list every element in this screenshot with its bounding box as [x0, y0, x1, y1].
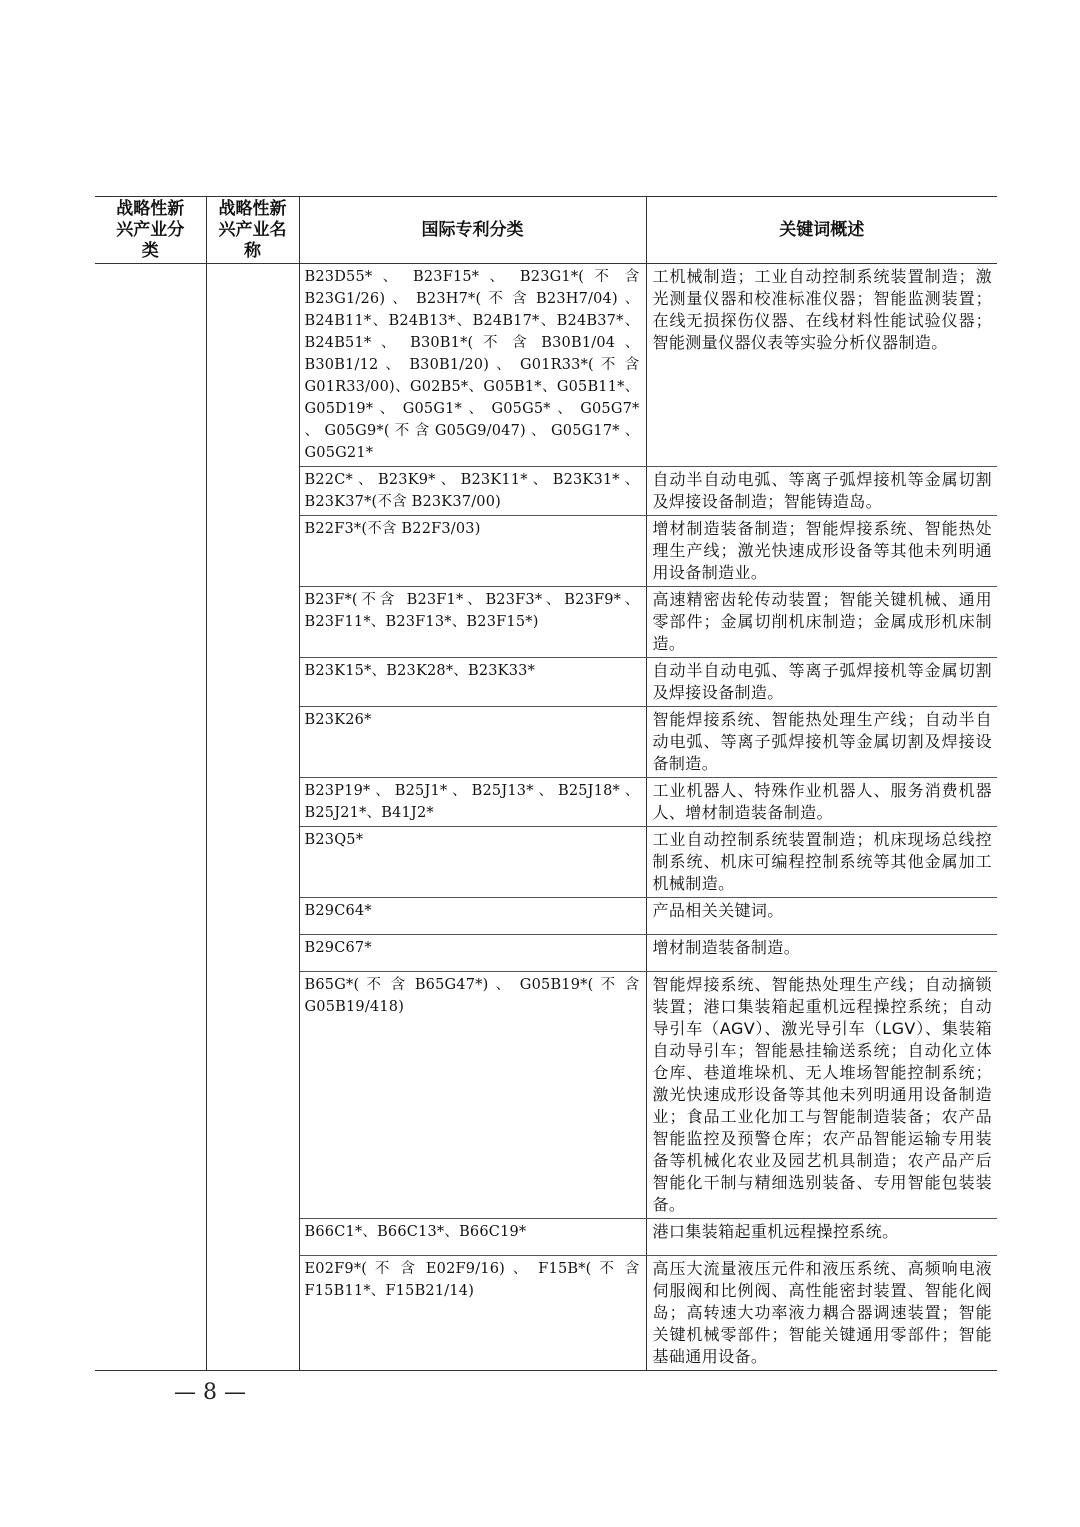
- ipc-cell: B23F*(不含 B23F1*、B23F3*、B23F9*、B23F11*、B23F13*、B23F15*): [299, 587, 646, 658]
- keywords-cell: 工业机器人、特殊作业机器人、服务消费机器人、增材制造装备制造。: [646, 778, 997, 827]
- header-industry-category: 战略性新兴产业分类: [95, 197, 206, 264]
- industry-name-cell: [206, 264, 299, 1371]
- header-ipc: 国际专利分类: [299, 197, 646, 264]
- ipc-cell: B23K15*、B23K28*、B23K33*: [299, 658, 646, 707]
- page-number: — 8 —: [174, 1380, 246, 1405]
- industry-category-cell: [95, 264, 206, 1371]
- ipc-cell: B23K26*: [299, 707, 646, 778]
- keywords-cell: 增材制造装备制造；智能焊接系统、智能热处理生产线；激光快速成形设备等其他未列明通用设备制造业。: [646, 516, 997, 587]
- header-keywords: 关键词概述: [646, 197, 997, 264]
- keywords-cell: 工机械制造；工业自动控制系统装置制造；激光测量仪器和校准标准仪器；智能监测装置；在线无损探伤仪器、在线材料性能试验仪器；智能测量仪器仪表等实验分析仪器制造。: [646, 264, 997, 467]
- keywords-cell: 智能焊接系统、智能热处理生产线；自动半自动电弧、等离子弧焊接机等金属切割及焊接设备制造。: [646, 707, 997, 778]
- keywords-cell: 增材制造装备制造。: [646, 935, 997, 972]
- ipc-cell: E02F9*( 不 含 E02F9/16) 、 F15B*( 不 含 F15B11*、F15B21/14): [299, 1256, 646, 1371]
- keywords-cell: 高压大流量液压元件和液压系统、高频响电液伺服阀和比例阀、高性能密封装置、智能化阀岛；高转速大功率液力耦合器调速装置；智能关键机械零部件；智能关键通用零部件；智能基础通用设备。: [652, 1259, 992, 1366]
- keywords-cell: 港口集装箱起重机远程操控系统。: [646, 1219, 997, 1256]
- keywords-cell: 自动半自动电弧、等离子弧焊接机等金属切割及焊接设备制造；智能铸造岛。: [646, 467, 997, 516]
- ipc-cell: B65G*( 不 含 B65G47*) 、 G05B19*( 不 含 G05B19/418): [299, 972, 646, 1219]
- keywords-cell: 智能焊接系统、智能热处理生产线；自动摘锁装置；港口集装箱起重机远程操控系统；自动导引车（AGV）、激光导引车（LGV）、集装箱自动导引车；智能悬挂输送系统；自动化立体仓库、巷道堆垛机、无人堆场智能控制系统；激光快速成形设备等其他未列明通用设备制造业；食品工业化加工与智能制造装备；农产品智能监控及预警仓库；农产品智能运输专用装备等机械化农业及园艺机具制造；农产品产后智能化干制与精细选别装备、专用智能包装装备。: [646, 972, 997, 1219]
- keywords-cell: 自动半自动电弧、等离子弧焊接机等金属切割及焊接设备制造。: [646, 658, 997, 707]
- ipc-cell: B23P19*、B25J1*、B25J13*、B25J18*、B25J21*、B41J2*: [299, 778, 646, 827]
- ipc-cell: B66C1*、B66C13*、B66C19*: [299, 1219, 646, 1256]
- keywords-cell: 工业自动控制系统装置制造；机床现场总线控制系统、机床可编程控制系统等其他金属加工机械制造。: [646, 827, 997, 898]
- table-header-row: [95, 197, 997, 264]
- ipc-cell: B23Q5*: [299, 827, 646, 898]
- keywords-cell: 高速精密齿轮传动装置；智能关键机械、通用零部件；金属切削机床制造；金属成形机床制造。: [646, 587, 997, 658]
- patent-classification-table: [95, 196, 997, 1371]
- table-row: [95, 264, 997, 467]
- header-industry-name: 战略性新兴产业名称: [206, 197, 299, 264]
- ipc-cell: B22C* 、 B23K9* 、 B23K11* 、 B23K31* 、 B23K37*(不含 B23K37/00): [299, 467, 646, 516]
- ipc-cell: B29C67*: [299, 935, 646, 972]
- ipc-cell: B22F3*(不含 B22F3/03): [299, 516, 646, 587]
- keywords-cell: 产品相关关键词。: [646, 898, 997, 935]
- ipc-cell: B29C64*: [299, 898, 646, 935]
- ipc-cell: B23D55* 、 B23F15* 、 B23G1*( 不 含 B23G1/26) 、 B23H7*( 不 含 B23H7/04) 、 B24B11*、B24B13*、B24B17*、B24B37*、B24B51* 、 B30B1*( 不 含 B30B1/04 、 B30B1/12 、 B30B1/20) 、 G01R33*( 不 含 G01R33/00)、G02B5*、G05B1*、G05B11*、G05D19* 、 G05G1* 、 G05G5* 、 G05G7* 、 G05G9*( 不 含 G05G9/047) 、 G05G17* 、 G05G21*: [299, 264, 646, 467]
